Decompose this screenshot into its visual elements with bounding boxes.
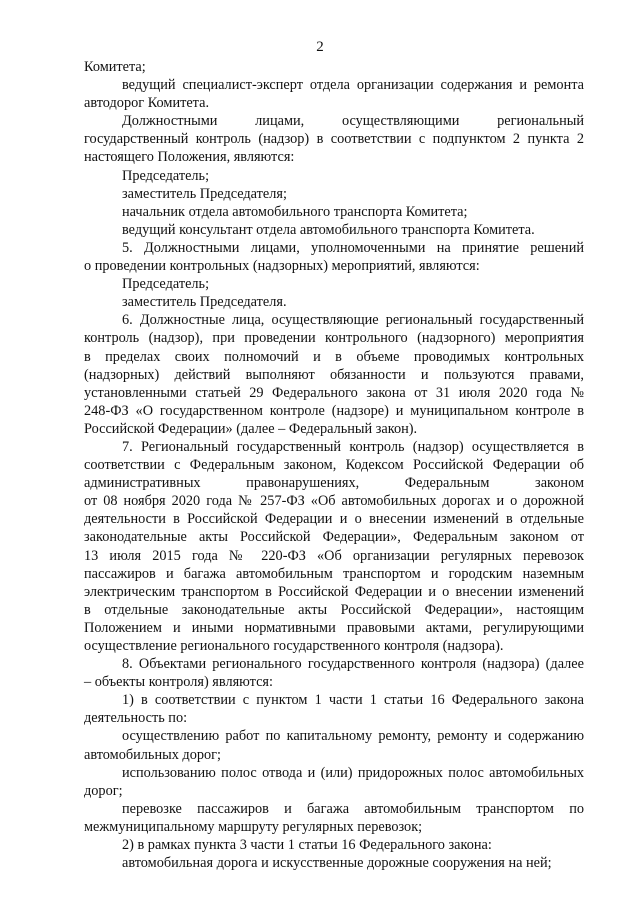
text-line: 7. Региональный государственный контроль (надзор) осуществляется в [122, 438, 584, 455]
text-line: автомобильная дорога и искусственные дорожные сооружения на ней; [122, 855, 552, 872]
text-line: автодорог Комитета. [84, 95, 210, 112]
text-line: пассажиров и багажа автомобильным транспортом и городским наземным [84, 565, 584, 582]
text-line: дорог; [84, 782, 123, 799]
text-line: государственный контроль (надзор) в соответствии с подпунктом 2 пункта 2 [84, 131, 584, 148]
text-line: в отдельные законодательные акты Российской Федерации», настоящим [84, 601, 584, 618]
text-line: Председатель; [122, 276, 210, 293]
text-line: 8. Объектами регионального государственного контроля (надзора) (далее [122, 656, 584, 673]
text-line: законодательные акты Российской Федерации», Федеральным законом от [84, 529, 584, 546]
text-line: автомобильных дорог; [84, 746, 221, 763]
text-line: 6. Должностные лица, осуществляющие региональный государственный [122, 312, 584, 329]
text-line: (надзорных) действий выполняют обязанности и пользуются правами, [84, 366, 584, 383]
text-line: ведущий специалист-эксперт отдела организации содержания и ремонта [122, 77, 584, 94]
text-line: о проведении контрольных (надзорных) мероприятий, являются: [84, 258, 480, 275]
text-line: административных правонарушениях, Федеральным законом [84, 475, 584, 492]
text-line: соответствии с Федеральным законом, Кодексом Российской Федерации об [84, 457, 584, 474]
text-line: Российской Федерации» (далее – Федеральный закон). [84, 420, 418, 437]
page-number: 2 [316, 39, 324, 55]
text-line: деятельности в Российской Федерации и о внесении изменений в отдельные [84, 511, 584, 528]
text-line: электрическим транспортом в Российской Федерации и о внесении изменений [84, 583, 584, 600]
text-line: 248-ФЗ «О государственном контроле (надзоре) и муниципальном контроле в [84, 402, 584, 419]
text-line: Должностными лицами, осуществляющими региональный [122, 113, 584, 130]
text-line: перевозке пассажиров и багажа автомобильным транспортом по [122, 800, 584, 817]
text-line: 13 июля 2015 года № 220-ФЗ «Об организации регулярных перевозок [84, 547, 584, 564]
text-line: Комитета; [84, 59, 146, 75]
text-line: 2) в рамках пункта 3 части 1 статьи 16 Федерального закона: [122, 837, 492, 854]
text-line: Председатель; [122, 167, 210, 184]
text-line: начальник отдела автомобильного транспорта Комитета; [122, 203, 468, 220]
text-line: межмуниципальному маршруту регулярных перевозок; [84, 818, 423, 835]
text-line: – объекты контроля) являются: [84, 674, 273, 691]
text-line: 1) в соответствии с пунктом 1 части 1 статьи 16 Федерального закона [122, 692, 584, 709]
text-line: осуществление регионального государственного контроля (надзора). [84, 638, 504, 654]
text-line: заместитель Председателя; [122, 185, 287, 202]
text-line: контроль (надзор), при проведении контрольного (надзорного) мероприятия [84, 330, 584, 347]
text-line: заместитель Председателя. [122, 294, 287, 311]
text-line: настоящего Положения, являются: [84, 149, 295, 166]
text-line: осуществлению работ по капитальному ремонту, ремонту и содержанию [122, 728, 584, 745]
text-line: от 08 ноября 2020 года № 257-ФЗ «Об автомобильных дорогах и о дорожной [84, 493, 584, 510]
text-line: в пределах своих полномочий и в объеме проводимых контрольных [84, 348, 584, 365]
text-line: 5. Должностными лицами, уполномоченными на принятие решений [122, 239, 584, 256]
text-line: ведущий консультант отдела автомобильного транспорта Комитета. [122, 221, 535, 238]
text-line: установленными статьей 29 Федерального закона от 31 июля 2020 года № [84, 384, 584, 401]
text-line: использованию полос отвода и (или) придорожных полос автомобильных [122, 764, 584, 781]
document-body [84, 58, 584, 872]
text-line: деятельность по: [84, 710, 188, 727]
text-line: Положением и иными нормативными правовыми актами, регулирующими [84, 619, 584, 636]
